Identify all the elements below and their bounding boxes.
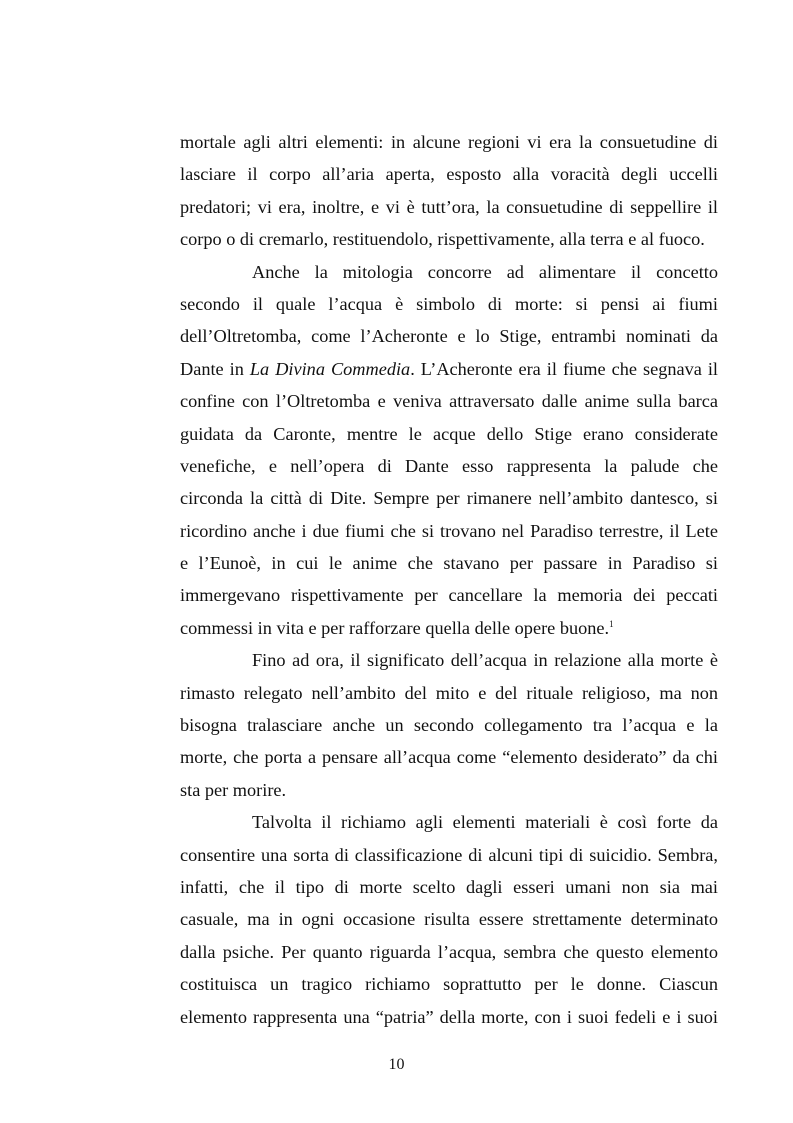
text-run: Dante in xyxy=(180,358,250,379)
text-line: ricordino anche i due fiumi che si trovano nel Paradiso terrestre, il Lete xyxy=(180,520,718,541)
paragraph xyxy=(180,644,718,806)
text-line: morte, che porta a pensare all’acqua come “elemento desiderato” da chi xyxy=(180,747,718,768)
text-line: confine con l’Oltretomba e veniva attraversato dalle anime sulla barca xyxy=(180,391,718,412)
text-line: Talvolta il richiamo agli elementi materiali è così forte da xyxy=(252,812,718,833)
text-line: sta per morire. xyxy=(180,779,287,800)
book-title: La Divina Commedia xyxy=(249,358,411,379)
text-line: predatori; vi era, inoltre, e vi è tutt’ora, la consuetudine di seppellire il xyxy=(180,196,718,217)
text-line: corpo o di cremarlo, restituendolo, rispettivamente, alla terra e al fuoco. xyxy=(180,229,705,250)
text-line: rimasto relegato nell’ambito del mito e del rituale religioso, ma non xyxy=(180,682,718,703)
text-line: mortale agli altri elementi: in alcune regioni vi era la consuetudine di xyxy=(180,132,718,152)
text-line xyxy=(180,353,718,385)
page-body xyxy=(180,126,718,1033)
text-line: elemento rappresenta una “patria” della morte, con i suoi fedeli e i suoi xyxy=(180,1006,718,1027)
text-line: dell’Oltretomba, come l’Acheronte e lo Stige, entrambi nominati da xyxy=(180,326,718,347)
text-line: immergevano rispettivamente per cancellare la memoria dei peccati xyxy=(180,585,718,606)
text-line: Fino ad ora, il significato dell’acqua in relazione alla morte è xyxy=(252,650,718,671)
text-line: e l’Eunoè, in cui le anime che stavano per passare in Paradiso si xyxy=(180,553,718,574)
text-line: secondo il quale l’acqua è simbolo di morte: si pensi ai fiumi xyxy=(180,293,718,314)
page-number: 10 xyxy=(388,1056,405,1073)
text-line: dalla psiche. Per quanto riguarda l’acqua, sembra che questo elemento xyxy=(180,941,718,962)
text-line: bisogna tralasciare anche un secondo collegamento tra l’acqua e la xyxy=(180,715,718,736)
footnote-mark[interactable]: 1 xyxy=(609,618,614,629)
text-run: commessi in vita e per rafforzare quella delle opere buone. xyxy=(180,617,610,638)
text-line: consentire una sorta di classificazione di alcuni tipi di suicidio. Sembra, xyxy=(180,844,718,865)
text-line xyxy=(180,612,718,644)
text-line: circonda la città di Dite. Sempre per rimanere nell’ambito dantesco, si xyxy=(180,488,718,509)
text-line: infatti, che il tipo di morte scelto dagli esseri umani non sia mai xyxy=(180,876,718,897)
text-line: guidata da Caronte, mentre le acque dello Stige erano considerate xyxy=(180,423,718,444)
text-line: casuale, ma in ogni occasione risulta essere strettamente determinato xyxy=(180,909,718,930)
text-line: costituisca un tragico richiamo soprattutto per le donne. Ciascun xyxy=(180,974,718,995)
paragraph xyxy=(180,126,718,256)
text-line: venefiche, e nell’opera di Dante esso rappresenta la palude che xyxy=(180,455,718,476)
text-run: . L’Acheronte era il fiume che segnava il xyxy=(410,358,719,379)
text-line: Anche la mitologia concorre ad alimentare il concetto xyxy=(252,261,718,282)
paragraph xyxy=(180,806,718,1033)
text-line: lasciare il corpo all’aria aperta, esposto alla voracità degli uccelli xyxy=(180,164,718,185)
paragraph xyxy=(180,256,718,645)
